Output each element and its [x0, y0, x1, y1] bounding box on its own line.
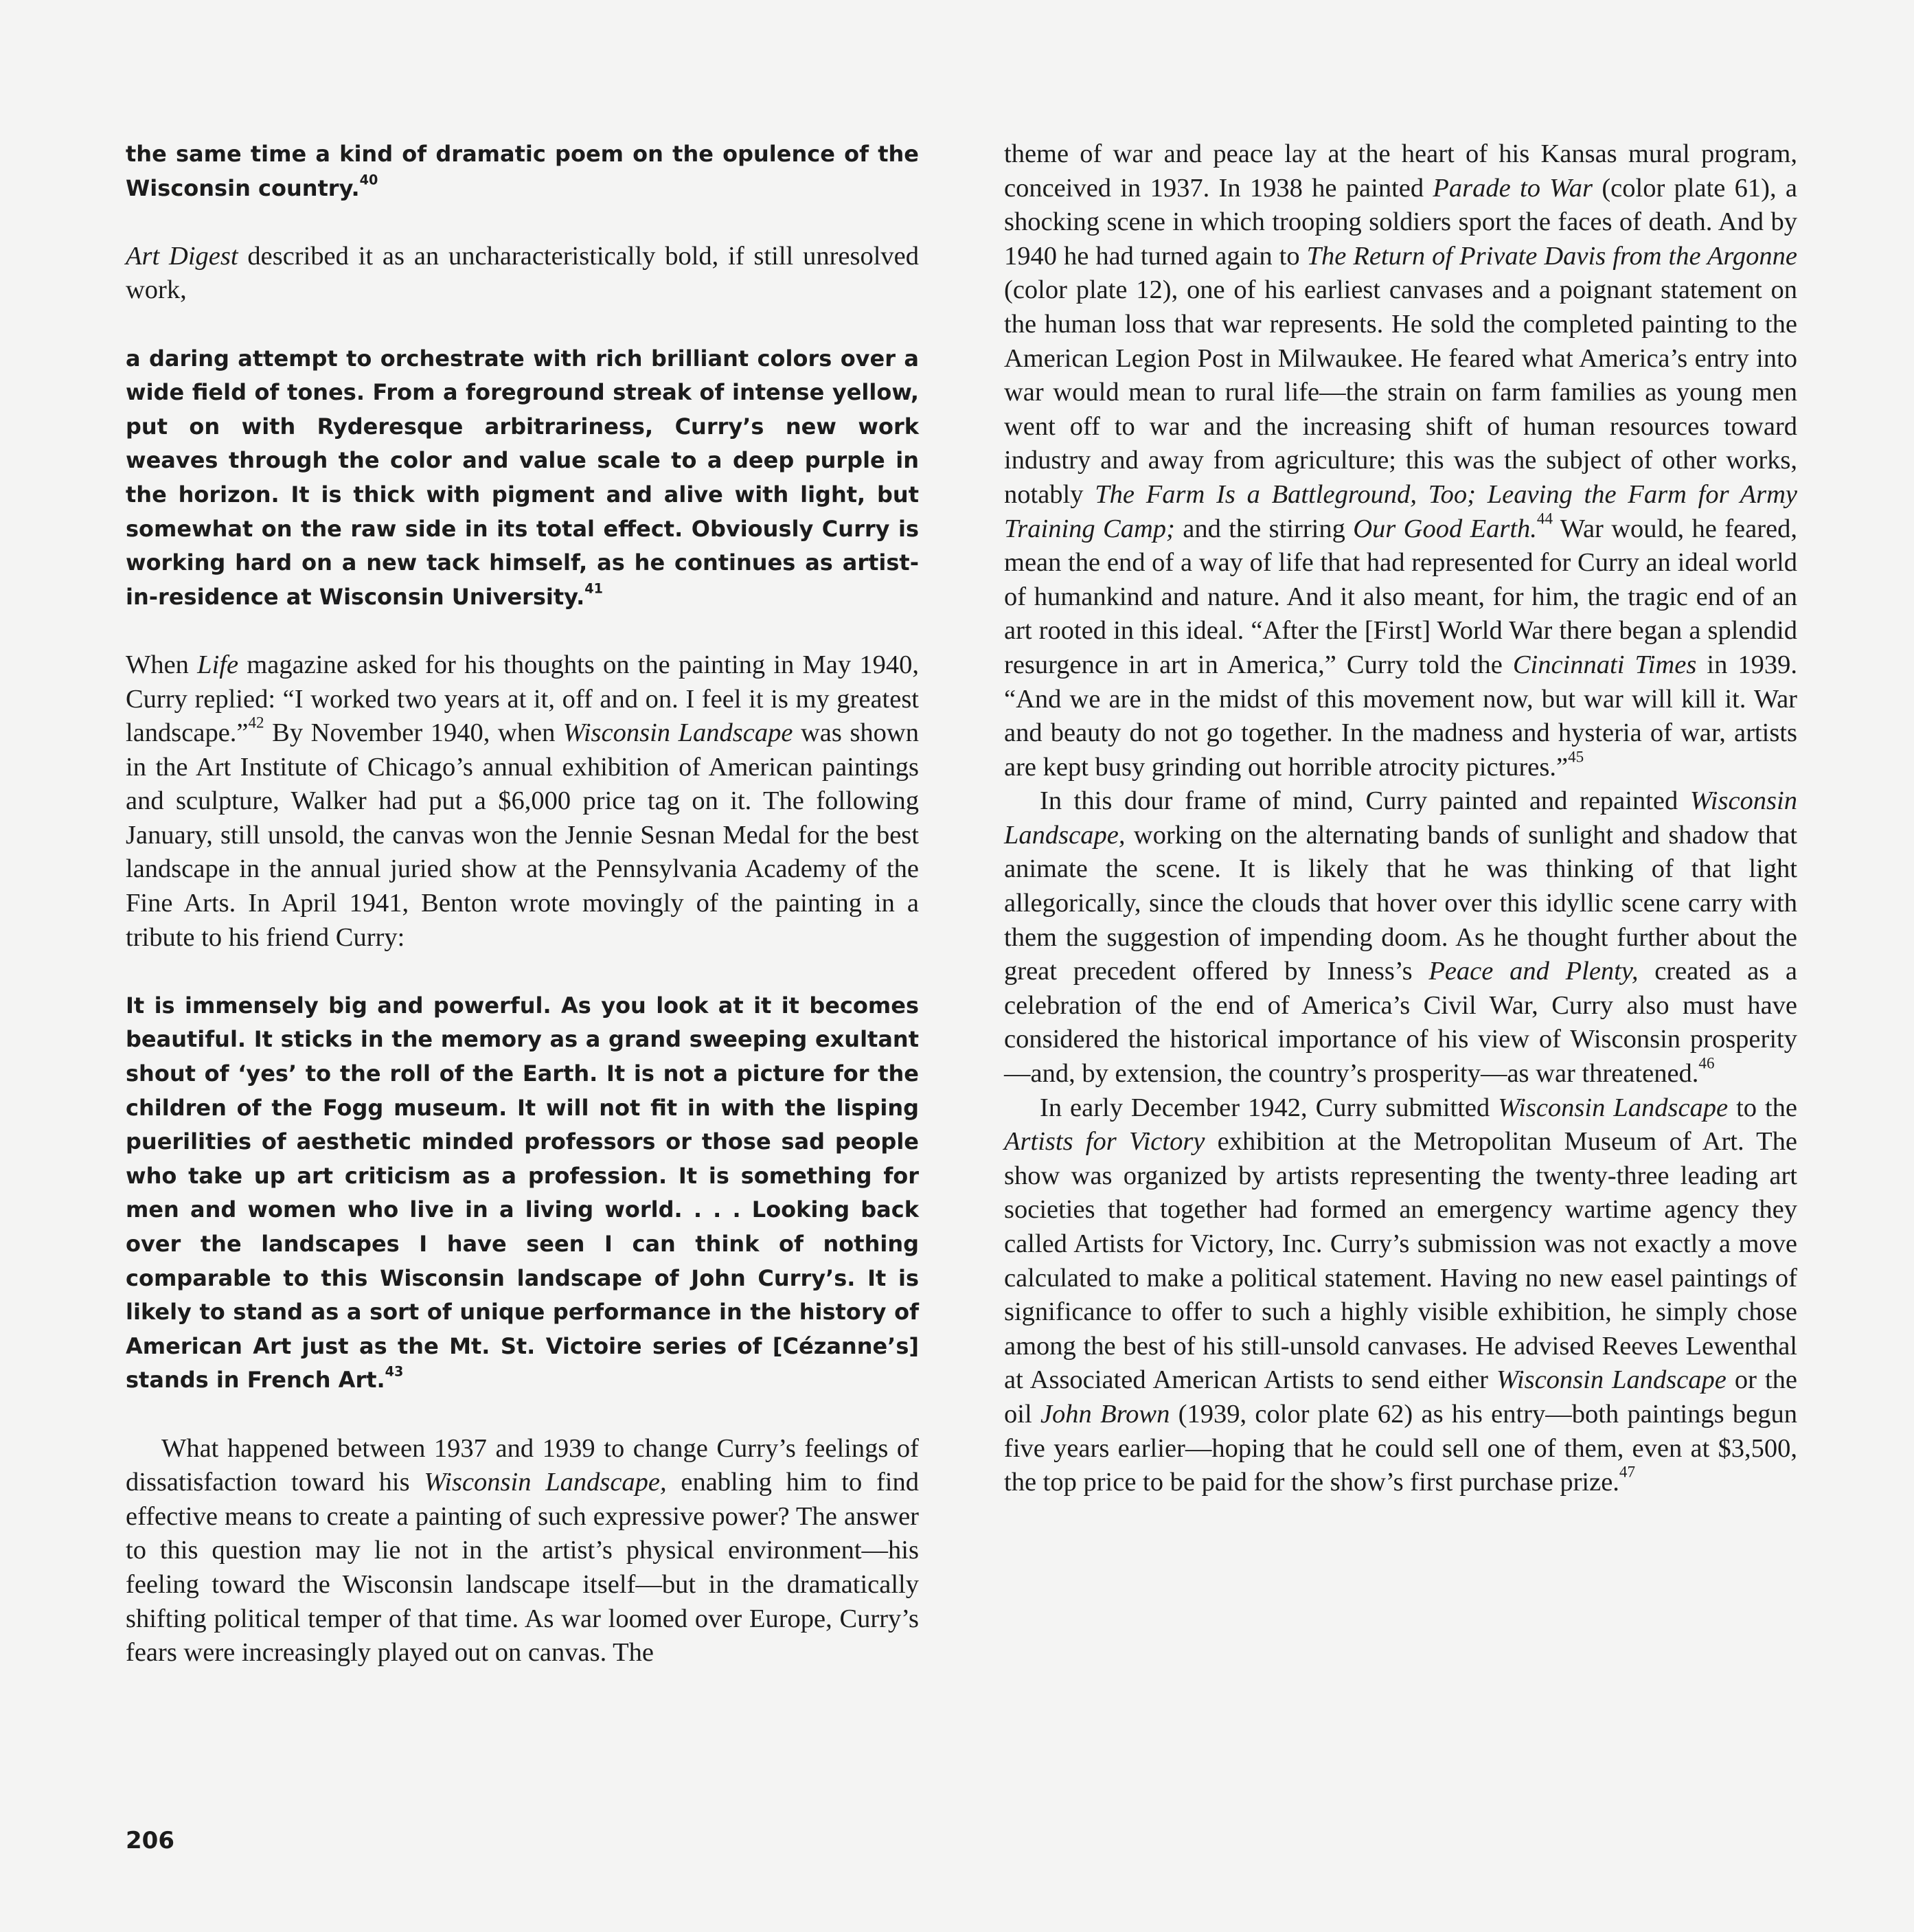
paragraph-text: (color plate 61), a shocking scene in which trooping soldiers sport the faces of death. And by 1940 he had turned again to — [1004, 173, 1797, 271]
paragraph-text: When — [126, 650, 198, 679]
title-parade-to-war: Parade to War — [1433, 173, 1593, 203]
paragraph-text: magazine asked for his thoughts on the painting in May 1940, Curry replied: “I worked two years at it, off and on. I feel it is my greatest landscape.” — [126, 650, 919, 748]
title-peace-and-plenty: Peace and Plenty, — [1428, 957, 1639, 986]
block-quote-continued — [126, 137, 919, 205]
paragraph-text: (color plate 12), one of his earliest canvases and a poignant statement on the human loss that war represents. He sold the completed painting to the American Legion Post in Milwaukee. He feared what America’s entry into war would mean to rural life—the strain on farm families as young men went off to war and the increasing shift of human resources toward industry and away from agriculture; this was the subject of other works, notably — [1004, 275, 1797, 509]
paragraph-text: working on the alternating bands of sunlight and shadow that animate the scene. It is likely that he was thinking of that light allegorically, since the clouds that hover over this idyllic scene carry with them the suggestion of impending doom. As he thought further about the great precedent offered by Inness’s — [1004, 820, 1797, 986]
paragraph-text: to the — [1728, 1093, 1798, 1122]
title-wisconsin-landscape: Wisconsin Landscape, — [1004, 786, 1797, 850]
left-column — [126, 137, 919, 1670]
title-return-of-private-davis: The Return of Private Davis from the Argonne — [1306, 241, 1797, 271]
paragraph-text: In early December 1942, Curry submitted — [1040, 1093, 1499, 1122]
paragraph-text: and the stirring — [1174, 514, 1354, 543]
footnote-ref-41: 41 — [584, 580, 603, 597]
footnote-ref-43: 43 — [385, 1364, 404, 1380]
title-wisconsin-landscape: Wisconsin Landscape, — [424, 1468, 667, 1497]
title-wisconsin-landscape: Wisconsin Landscape — [1498, 1093, 1729, 1122]
paragraph-text: enabling him to find effective means to create a painting of such expressive power? The answer to this question may lie not in the artist’s physical environment—his feeling toward the Wisconsin landscape itself—but in the dramatically shifting political temper of that time. As war loomed over Europe, Curry’s fears were increasingly played out on canvas. The — [126, 1468, 919, 1668]
title-farm-battleground: The Farm Is a Battleground, Too; Leaving the Farm for Army Training Camp; — [1004, 479, 1797, 543]
paragraph-text: exhibition at the Metropolitan Museum of Art. The show was organized by artists representing the twenty-three leading art societies that together had formed an emergency wartime agency they called Artists for Victory, Inc. Curry’s submission was not exactly a move calculated to make a political statement. Having no new easel paintings of significance to offer to such a highly visible exhibition, he simply chose among the best of his still-unsold canvases. He advised Reeves Lewenthal at Associated American Artists to send either — [1004, 1127, 1797, 1395]
quote-text: the same time a kind of dramatic poem on the opulence of the Wisconsin country. — [126, 141, 919, 201]
footnote-ref-40: 40 — [359, 172, 378, 188]
title-wisconsin-landscape: Wisconsin Landscape — [1496, 1365, 1727, 1395]
paragraph-text: was shown in the Art Institute of Chicago’s annual exhibition of American paintings and sculpture, Walker had put a $6,000 price tag on it. The following January, still unsold, the canvas won the Jennie Sesnan Medal for the best landscape in the annual juried show at the Pennsylvania Academy of the Fine Arts. In April 1941, Benton wrote movingly of the painting in a tribute to his friend Curry: — [126, 718, 919, 952]
footnote-ref-46: 46 — [1698, 1054, 1715, 1072]
paragraph-text: In this dour frame of mind, Curry painted and repainted — [1040, 786, 1690, 816]
right-column — [1004, 137, 1797, 1500]
block-quote-benton — [126, 989, 919, 1398]
paragraph-text: theme of war and peace lay at the heart of his Kansas mural program, conceived in 1937. In 1938 he painted — [1004, 139, 1797, 203]
paragraph-text: or the oil — [1004, 1365, 1798, 1429]
paragraph-what-happened — [126, 1432, 919, 1670]
title-life: Life — [197, 650, 239, 679]
paragraph-art-digest — [126, 240, 919, 308]
footnote-ref-44: 44 — [1536, 508, 1553, 527]
footnote-ref-42: 42 — [248, 713, 264, 731]
paragraph-war-and-peace — [1004, 137, 1797, 784]
paragraph-text: War would, he feared, mean the end of a way of life that had represented for Curry an ideal world of humankind and nature. And it also meant, for him, the tragic end of an art rooted in this ideal. “After the [First] World War there began a splendid resurgence in art in America,” Curry told the — [1004, 514, 1798, 679]
page-number: 206 — [126, 1827, 174, 1854]
title-artists-for-victory: Artists for Victory — [1004, 1127, 1205, 1157]
footnote-ref-47: 47 — [1619, 1462, 1636, 1481]
paragraph-text: What happened between 1937 and 1939 to change Curry’s feelings of dissatisfaction toward his — [126, 1433, 919, 1497]
block-quote-art-digest — [126, 342, 919, 615]
quote-text: It is immensely big and powerful. As you look at it it becomes beautiful. It sticks in the memory as a grand sweeping exultant shout of ‘yes’ to the roll of the Earth. It is not a picture for the children of the Fogg museum. It will not fit in with the lisping puerilities of aesthetic minded professors or those sad people who take up art criticism as a profession. It is something for men and women who live in a living world. . . . Looking back over the landscapes I have seen I can think of nothing comparable to this Wisconsin landscape of John Curry’s. It is likely to stand as a sort of unique performance in the history of American Art just as the Mt. St. Victoire series of [Cézanne’s] stands in French Art. — [126, 992, 919, 1394]
title-cincinnati-times: Cincinnati Times — [1512, 650, 1697, 679]
footnote-ref-45: 45 — [1568, 747, 1584, 766]
title-wisconsin-landscape: Wisconsin Landscape — [562, 718, 793, 748]
title-john-brown: John Brown — [1040, 1399, 1170, 1429]
quote-text: a daring attempt to orchestrate with rich brilliant colors over a wide field of tones. From a foreground streak of intense yellow, put on with Ryderesque arbitrariness, Curry’s new work weaves through the color and value scale to a deep purple in the horizon. It is thick with pigment and alive with light, but somewhat on the raw side in its total effect. Obviously Curry is working hard on a new tack himself, as he continues as artist-in-residence at Wisconsin University. — [126, 345, 919, 610]
paragraph-text: described it as an uncharacteristically bold, if still unresolved work, — [126, 241, 919, 305]
paragraph-text: By November 1940, when — [264, 718, 563, 748]
title-our-good-earth: Our Good Earth. — [1353, 514, 1537, 543]
paragraph-december-1942 — [1004, 1091, 1797, 1500]
paragraph-text: created as a celebration of the end of America’s Civil War, Curry also must have considered the historical importance of his view of Wisconsin prosperity—and, by extension, the country’s prosperity—as war threatened. — [1004, 957, 1798, 1089]
paragraph-text: in 1939. “And we are in the midst of this movement now, but war will kill it. War and beauty do not go together. In the madness and hysteria of war, artists are kept busy grinding out horrible atrocity pictures.” — [1004, 650, 1797, 782]
title-art-digest: Art Digest — [126, 241, 238, 271]
paragraph-text: (1939, color plate 62) as his entry—both paintings begun five years earlier—hoping that he could sell one of them, even at $3,500, the top price to be paid for the show’s first purchase prize. — [1004, 1399, 1797, 1497]
paragraph-life-magazine — [126, 648, 919, 955]
paragraph-dour-frame — [1004, 784, 1797, 1091]
